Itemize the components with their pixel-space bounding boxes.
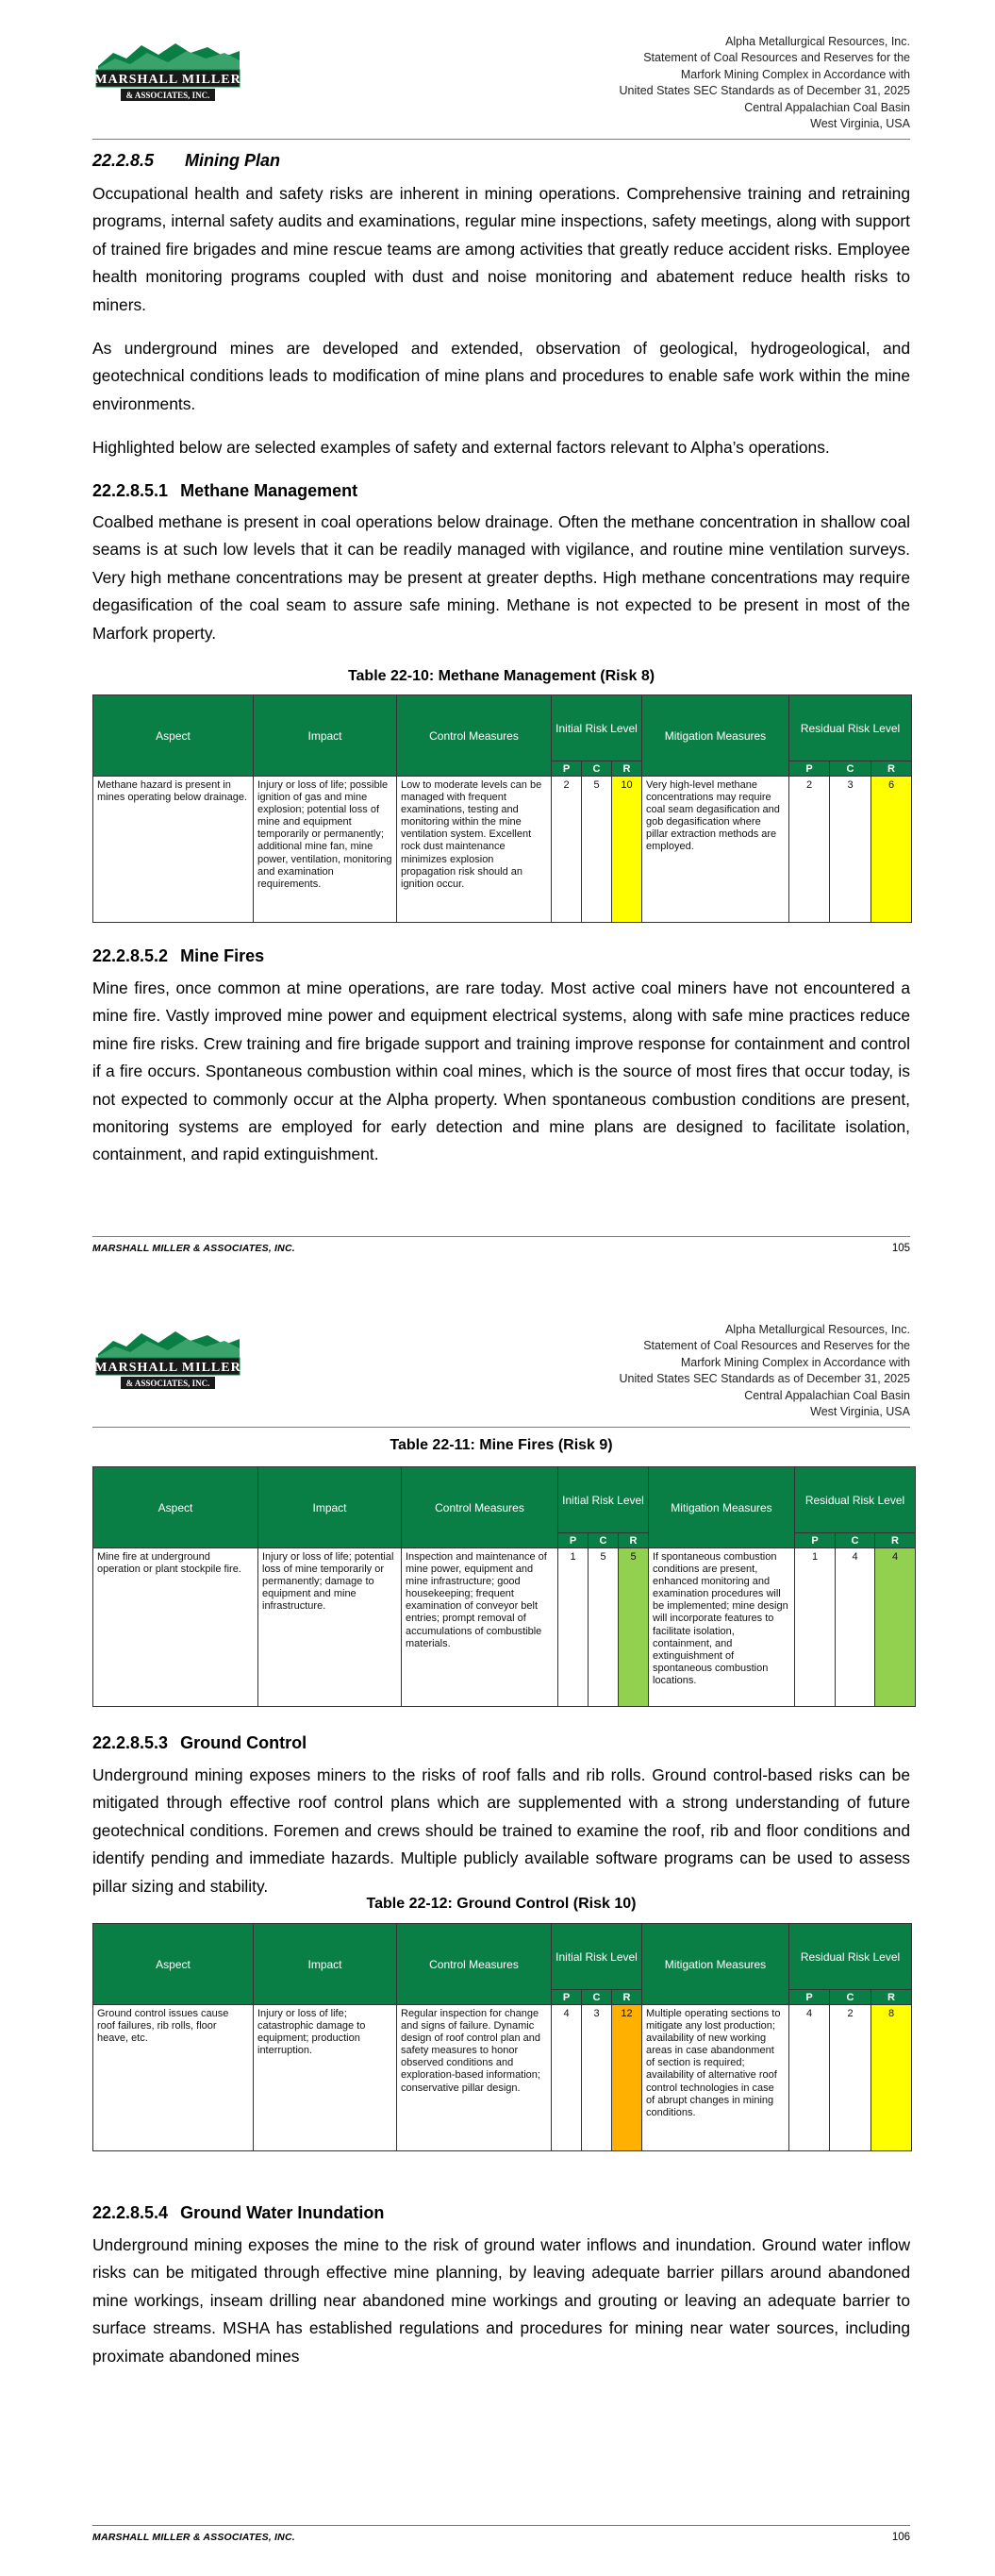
header-initial-r: R [612,761,642,777]
header-residual-p: P [789,1990,830,2005]
header-initial-r: R [619,1533,649,1548]
header-residual-p: P [789,761,830,777]
subsection-mine-fires-heading: 22.2.8.5.2 Mine Fires [92,946,265,965]
header-line-4: United States SEC Standards as of December 31, 2025 [619,1372,910,1386]
header-control: Control Measures [402,1467,558,1548]
page-number: 106 [891,2532,910,2543]
paragraph-highlighted: Highlighted below are selected examples of safety and external factors relevant to Alpha’s operations. [92,438,830,457]
cell-initial-p: 4 [552,2005,582,2151]
cell-aspect: Ground control issues cause roof failures, rib rolls, floor heave, etc. [93,2005,254,2151]
cell-mitigation: If spontaneous combustion conditions are present, enhanced monitoring and examination procedures will be implemented; mine design will incorporate features to facilitate isolation, containment, and extinguishment of spontaneous combustion locations. [649,1548,795,1707]
header-initial-risk: Initial Risk Level [552,695,642,761]
report-page-106 [0,1288,995,2576]
cell-residual-c: 2 [830,2005,871,2151]
header-line-2: Statement of Coal Resources and Reserves for the [643,51,910,65]
header-divider [92,139,910,140]
cell-initial-r: 12 [612,2005,642,2151]
table-caption-ground-control: Table 22-12: Ground Control (Risk 10) [366,1896,637,1912]
table-row [93,2005,912,2151]
header-aspect: Aspect [93,695,254,777]
table-row [93,1548,916,1707]
table-caption-methane: Table 22-10: Methane Management (Risk 8) [347,668,655,684]
cell-initial-c: 5 [582,777,612,923]
cell-initial-c: 5 [589,1548,619,1707]
report-header [439,1322,910,1420]
header-residual-risk: Residual Risk Level [789,1924,912,1990]
paragraph-ground-control: Underground mining exposes miners to the risks of roof falls and rib rolls. Ground control-based risks can be mitigated through effective roof control plans which are supplemented with a strong understanding of future geotechnical conditions. Foremen and crews should be trained to examine the roof, rib and floor conditions and identify pending and immediate hazards. Multiple publicly available software programs can be used to assess pillar sizing and stability. [92,1765,910,1896]
cell-control: Low to moderate levels can be managed with frequent examinations, testing and monitoring within the mine ventilation system. Excellent rock dust maintenance minimizes explosion propagation risk should an ignition occur. [397,777,552,923]
svg-text:& ASSOCIATES, INC.: & ASSOCIATES, INC. [125,1379,210,1388]
section-title: Mining Plan [185,151,280,170]
svg-text:MARSHALL MILLER: MARSHALL MILLER [94,73,241,87]
header-mitigation: Mitigation Measures [642,1924,789,2005]
table-ground-control [92,1923,912,2151]
paragraph-mine-fires: Mine fires, once common at mine operations, are rare today. Most active coal miners have not encountered a mine fire. Vastly improved mine power and equipment electrical systems, along with safe mine practices reduce mine fire risks. Crew training and fire brigade support and training improve response for containment and control if a fire occurs. Spontaneous combustion within coal mines, which is the source of most fires that occur today, is not expected to commonly occur at the Alpha property. When spontaneous combustion conditions are present, monitoring systems are employed for early detection and mine plans are designed to facilitate isolation, containment, and rapid extinguishment. [92,979,910,1164]
footer-company: MARSHALL MILLER & ASSOCIATES, INC. [92,1243,295,1254]
header-residual-c: C [836,1533,875,1548]
header-residual-c: C [830,761,871,777]
header-mitigation: Mitigation Measures [642,695,789,777]
footer-company: MARSHALL MILLER & ASSOCIATES, INC. [92,2532,295,2543]
header-line-5: Central Appalachian Coal Basin [744,100,910,114]
subsection-methane-heading: 22.2.8.5.1 Methane Management [92,481,358,500]
svg-text:& ASSOCIATES, INC.: & ASSOCIATES, INC. [125,91,210,100]
header-initial-p: P [558,1533,589,1548]
header-residual-risk: Residual Risk Level [789,695,912,761]
header-residual-c: C [830,1990,871,2005]
header-line-5: Central Appalachian Coal Basin [744,1388,910,1402]
company-logo [92,1328,243,1396]
paragraph-mine-development: As underground mines are developed and extended, observation of geological, hydrogeological, and geotechnical conditions leads to modification of mine plans and procedures to enable safe work within the mine environments. [92,339,910,413]
header-residual-r: R [875,1533,916,1548]
header-impact: Impact [254,695,397,777]
header-initial-c: C [582,1990,612,2005]
section-number: 22.2.8.5 [92,151,155,170]
header-line-4: United States SEC Standards as of December 31, 2025 [619,84,910,98]
cell-initial-r: 5 [619,1548,649,1707]
cell-residual-p: 4 [789,2005,830,2151]
header-company: Alpha Metallurgical Resources, Inc. [725,1323,910,1336]
header-initial-risk: Initial Risk Level [558,1467,649,1533]
header-aspect: Aspect [93,1924,254,2005]
header-initial-p: P [552,1990,582,2005]
cell-residual-c: 3 [830,777,871,923]
header-residual-risk: Residual Risk Level [795,1467,916,1533]
cell-initial-r: 10 [612,777,642,923]
cell-residual-r: 6 [871,777,912,923]
cell-residual-r: 8 [871,2005,912,2151]
cell-control: Inspection and maintenance of mine power, equipment and mine infrastructure; good housekeeping; frequent examination of conveyor belt entries; prompt removal of accumulations of combustible materials. [402,1548,558,1707]
paragraph-ground-water: Underground mining exposes the mine to the risk of ground water inflows and inundation. Ground water inflow risks can be mitigated through effective mine planning, by leaving adequate barrier pillars around abandoned mine workings, inseam drilling near abandoned mine workings and grouting or leaving an adequate barrier to surface streams. MSHA has established regulations and procedures for mining near water sources, including proximate abandoned mines [92,2235,910,2366]
header-company: Alpha Metallurgical Resources, Inc. [725,35,910,48]
header-line-3: Marfork Mining Complex in Accordance with [680,67,910,81]
header-initial-p: P [552,761,582,777]
cell-initial-c: 3 [582,2005,612,2151]
cell-control: Regular inspection for change and signs of failure. Dynamic design of roof control plan and safety measures to honor observed conditions and exploration-based information; conservative pillar design. [397,2005,552,2151]
cell-residual-p: 1 [795,1548,836,1707]
header-line-2: Statement of Coal Resources and Reserves for the [643,1339,910,1353]
header-residual-r: R [871,1990,912,2005]
table-caption-mine-fires: Table 22-11: Mine Fires (Risk 9) [390,1437,613,1453]
subsection-ground-control-heading: 22.2.8.5.3 Ground Control [92,1733,307,1752]
header-residual-r: R [871,761,912,777]
cell-aspect: Methane hazard is present in mines operating below drainage. [93,777,254,923]
footer-divider [92,2525,910,2526]
subsection-ground-water-heading: 22.2.8.5.4 Ground Water Inundation [92,2203,385,2222]
header-initial-r: R [612,1990,642,2005]
footer-divider [92,1236,910,1237]
company-logo [92,40,243,108]
header-residual-p: P [795,1533,836,1548]
cell-impact: Injury or loss of life; potential loss of mine temporarily or permanently; damage to equipment and mine infrastructure. [258,1548,402,1707]
header-control: Control Measures [397,1924,552,2005]
header-divider [92,1427,910,1428]
section-mining-plan-heading [92,151,910,171]
cell-mitigation: Very high-level methane concentrations may require coal seam degasification and gob degasification where pillar extraction methods are employed. [642,777,789,923]
cell-residual-p: 2 [789,777,830,923]
report-header [439,34,910,132]
header-initial-risk: Initial Risk Level [552,1924,642,1990]
header-aspect: Aspect [93,1467,258,1548]
cell-residual-r: 4 [875,1548,916,1707]
header-control: Control Measures [397,695,552,777]
table-mine-fires [92,1466,916,1707]
header-impact: Impact [254,1924,397,2005]
cell-aspect: Mine fire at underground operation or plant stockpile fire. [93,1548,258,1707]
header-initial-c: C [582,761,612,777]
cell-initial-p: 2 [552,777,582,923]
header-initial-c: C [589,1533,619,1548]
header-impact: Impact [258,1467,402,1548]
svg-text:MARSHALL MILLER: MARSHALL MILLER [94,1361,241,1375]
cell-initial-p: 1 [558,1548,589,1707]
cell-impact: Injury or loss of life; catastrophic damage to equipment; production interruption. [254,2005,397,2151]
header-line-6: West Virginia, USA [810,1405,910,1419]
cell-impact: Injury or loss of life; possible ignition of gas and mine explosion; potential loss of mine and equipment temporarily or permanently; additional mine fan, mine power, ventilation, monitoring and examination requirements. [254,777,397,923]
page-number: 105 [891,1243,910,1254]
cell-residual-c: 4 [836,1548,875,1707]
cell-mitigation: Multiple operating sections to mitigate any lost production; availability of new working areas in case abandonment of section is required; availability of alternative roof control technologies in case of abrupt changes in mining conditions. [642,2005,789,2151]
header-line-3: Marfork Mining Complex in Accordance with [680,1355,910,1369]
table-row [93,777,912,923]
table-methane-management [92,694,912,923]
header-line-6: West Virginia, USA [810,117,910,131]
header-mitigation: Mitigation Measures [649,1467,795,1548]
paragraph-health-safety: Occupational health and safety risks are inherent in mining operations. Comprehensive training and retraining programs, internal safety audits and examinations, regular mine inspections, safety meetings, along with support of trained fire brigades and mine rescue teams are among activities that greatly reduce accident risks. Employee health monitoring programs coupled with dust and noise monitoring and abatement reduce health risks to miners. [92,184,910,314]
paragraph-methane: Coalbed methane is present in coal operations below drainage. Often the methane concentration in shallow coal seams is at such low levels that it can be readily managed with vigilance, and routine mine ventilation surveys. Very high methane concentrations may be present at greater depths. High methane concentrations may require degasification of the coal seam to assure safe mining. Methane is not expected to be present in most of the Marfork property. [92,512,910,643]
